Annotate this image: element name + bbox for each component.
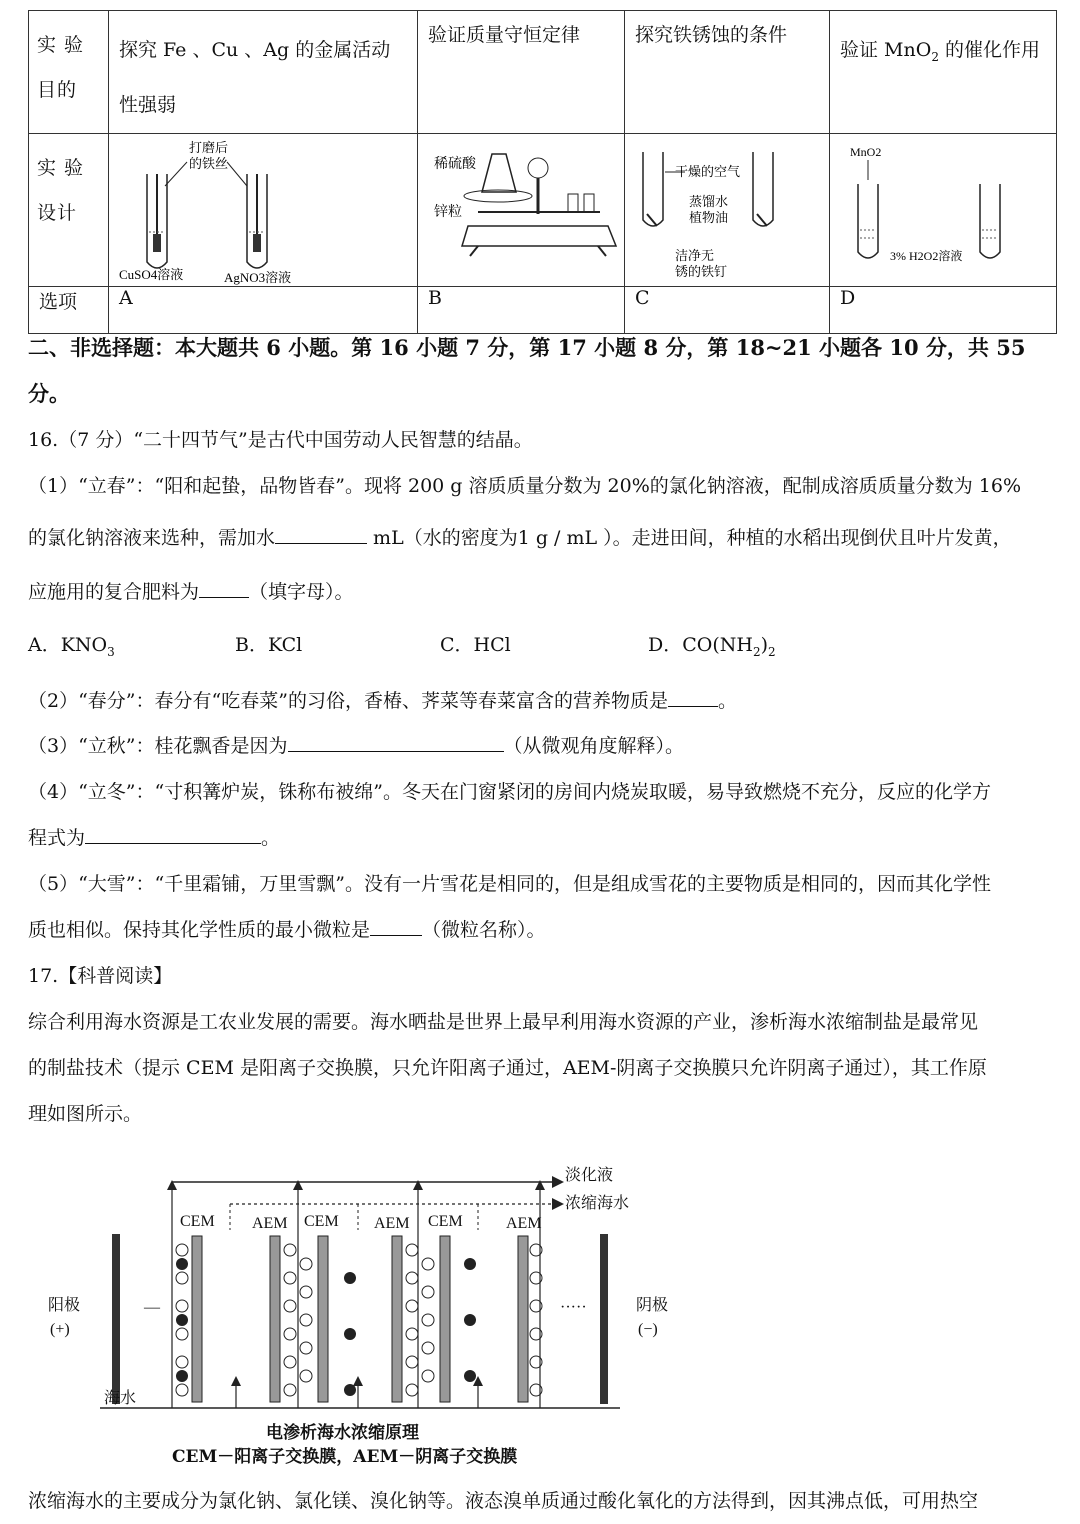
q16-part1-line3 xyxy=(28,577,354,604)
q16-part5-line2 xyxy=(28,915,546,942)
figure-d-catalyst xyxy=(830,134,1057,286)
q16-part3-text: （3）“立秋”：桂花飘香是因为 xyxy=(28,735,288,757)
q16-micro-blank[interactable] xyxy=(288,733,504,752)
option-d: D xyxy=(840,287,856,309)
q16-part4-text: 程式为 xyxy=(28,827,86,849)
q17-stem: 17.【科普阅读】 xyxy=(28,965,173,987)
fig-c-nail-label1: 洁净无 xyxy=(675,248,715,263)
q16-part4-line1: （4）“立冬”：“寸积篝炉炭，铢称布被绵”。冬天在门窗紧闭的房间内烧炭取暖，易导致燃烧不充分，反应的化学方 xyxy=(28,781,991,803)
q16-part2-text: （2）“春分”：春分有“吃春菜”的习俗，香椿、荠菜等春菜富含的营养物质是 xyxy=(28,690,668,712)
q16-part1-text-b: mL（水的密度为1 g / mL ）。走进田间，种植的水稻出现倒伏且叶片发黄， xyxy=(367,527,1012,549)
experiment-table xyxy=(28,10,1057,334)
q16-part5-line1: （5）“大雪”：“千里霜铺，万里雪飘”。没有一片雪花是相同的，但是组成雪花的主要物质是相同的，因而其化学性 xyxy=(28,873,991,895)
diagram-seawater-label: 海水 xyxy=(104,1390,137,1407)
fig-c-water-label: 蒸馏水 xyxy=(689,194,729,209)
membrane-label-1: CEM xyxy=(180,1213,215,1230)
q17-line1: 综合利用海水资源是工农业发展的需要。海水晒盐是世界上最早利用海水资源的产业，渗析海水浓缩制盐是最常见 xyxy=(28,1011,979,1033)
purpose-c: 探究铁锈蚀的条件 xyxy=(635,24,788,46)
diagram-fresh-label: 淡化液 xyxy=(565,1167,614,1184)
purpose-row xyxy=(29,11,1057,134)
q16-water-blank[interactable] xyxy=(275,525,367,544)
option-c: C xyxy=(635,287,650,309)
cathode-sign: (−) xyxy=(638,1321,658,1338)
fig-a-cuso4-label: CuSO4溶液 xyxy=(119,267,184,282)
cathode-label: 阴极 xyxy=(636,1297,669,1314)
diagram-caption2: CEM－阳离子交换膜，AEM－阴离子交换膜 xyxy=(172,1447,518,1467)
q16-part1-text-a: 的氯化钠溶液来选种，需加水 xyxy=(28,527,276,549)
fig-c-oil-label: 植物油 xyxy=(689,210,729,225)
fig-c-nail-label2: 锈的铁钉 xyxy=(675,264,728,279)
fig-b-acid-label: 稀硫酸 xyxy=(434,157,476,172)
figure-b-balance xyxy=(418,134,625,286)
diagram-conc-label: 浓缩海水 xyxy=(565,1195,630,1212)
diagram-dots: ····· xyxy=(560,1299,587,1316)
option-a: A xyxy=(119,287,133,309)
cathode-electrode xyxy=(600,1234,608,1404)
fig-c-air-label: 干燥的空气 xyxy=(675,164,741,179)
q16-particle-blank[interactable] xyxy=(370,917,422,936)
q16-part4-line2 xyxy=(28,823,280,850)
purpose-a: 探究 Fe 、Cu 、Ag 的金属活动性强弱 xyxy=(119,39,391,116)
membrane-label-6: AEM xyxy=(506,1215,542,1232)
q16-choice-c: C．HCl xyxy=(440,634,511,656)
option-b: B xyxy=(428,287,442,309)
fig-b-zinc-label: 锌粒 xyxy=(434,205,462,220)
q16-part5-end: （微粒名称）。 xyxy=(422,919,546,941)
q16-part2 xyxy=(28,686,737,713)
purpose-d: 验证 MnO$_2$ 的催化作用 xyxy=(840,39,1040,64)
option-label: 选项 xyxy=(39,291,78,313)
figure-a-test-tubes xyxy=(109,134,418,286)
q16-equation-blank[interactable] xyxy=(85,825,261,844)
q16-part1-text-c: 应施用的复合肥料为 xyxy=(28,581,200,603)
purpose-b: 验证质量守恒定律 xyxy=(428,24,581,46)
q16-part1-line2 xyxy=(28,523,1012,550)
purpose-label: 实 验 目的 xyxy=(37,34,85,101)
membrane-label-5: CEM xyxy=(428,1213,463,1230)
figure-c-rust xyxy=(625,134,830,286)
q16-part1-line1: （1）“立春”：“阳和起蛰，品物皆春”。现将 200 g 溶质质量分数为 20%的氯化钠溶液，配制成溶质质量分数为 16% xyxy=(28,475,1022,497)
q16-part2-end: 。 xyxy=(717,690,737,712)
q16-choice-b: B．KCl xyxy=(235,634,303,656)
membrane-label-3: CEM xyxy=(304,1213,339,1230)
q16-part3-end: （从微观角度解释）。 xyxy=(503,735,685,757)
membrane-label-4: AEM xyxy=(374,1215,410,1232)
section2-title-line2: 分。 xyxy=(28,381,70,406)
fig-a-agno3-label: AgNO3溶液 xyxy=(224,270,292,285)
q16-nutrient-blank[interactable] xyxy=(668,688,718,707)
fig-a-wire-label: 打磨后 xyxy=(189,140,229,155)
membrane-label-2: AEM xyxy=(252,1215,288,1232)
q16-choice-a: A．$KNO_3$ xyxy=(28,634,115,659)
fig-d-h2o2-label: 3% H2O2溶液 xyxy=(890,249,963,263)
fig-d-mno2-label: MnO2 xyxy=(850,145,882,159)
q16-part3 xyxy=(28,731,684,758)
design-row xyxy=(29,134,1057,287)
diagram-minus: — xyxy=(144,1299,160,1316)
anode-label: 阳极 xyxy=(48,1297,81,1314)
diagram-caption1: 电渗析海水浓缩原理 xyxy=(266,1423,419,1443)
section2-title-line1: 二、非选择题：本大题共 6 小题。第 16 小题 7 分，第 17 小题 8 分，第 18~21 小题各 10 分，共 55 xyxy=(28,335,1026,360)
q16-part1-text-d: （填字母）。 xyxy=(249,581,354,603)
q17-line2: 的制盐技术（提示 CEM 是阳离子交换膜，只允许阳离子通过，AEM-阴离子交换膜只允许阴离子通过），其工作原 xyxy=(28,1057,987,1079)
q16-part4-end: 。 xyxy=(261,827,281,849)
design-label: 实 验 设计 xyxy=(37,157,85,224)
option-row xyxy=(29,287,1057,334)
anode-electrode xyxy=(112,1234,120,1404)
anode-sign: (+) xyxy=(50,1321,70,1338)
fig-a-wire-label2: 的铁丝 xyxy=(189,156,229,171)
q16-stem: 16.（7 分）“二十四节气”是古代中国劳动人民智慧的结晶。 xyxy=(28,429,533,451)
q16-part5-text: 质也相似。保持其化学性质的最小微粒是 xyxy=(28,919,371,941)
q16-fertilizer-blank[interactable] xyxy=(199,579,249,598)
q17-line3: 理如图所示。 xyxy=(28,1103,143,1125)
q16-choice-d: D．$CO(NH_2)_2$ xyxy=(648,634,776,659)
q17-last-line: 浓缩海水的主要成分为氯化钠、氯化镁、溴化钠等。液态溴单质通过酸化氧化的方法得到，因其沸点低，可用热空 xyxy=(28,1490,979,1512)
